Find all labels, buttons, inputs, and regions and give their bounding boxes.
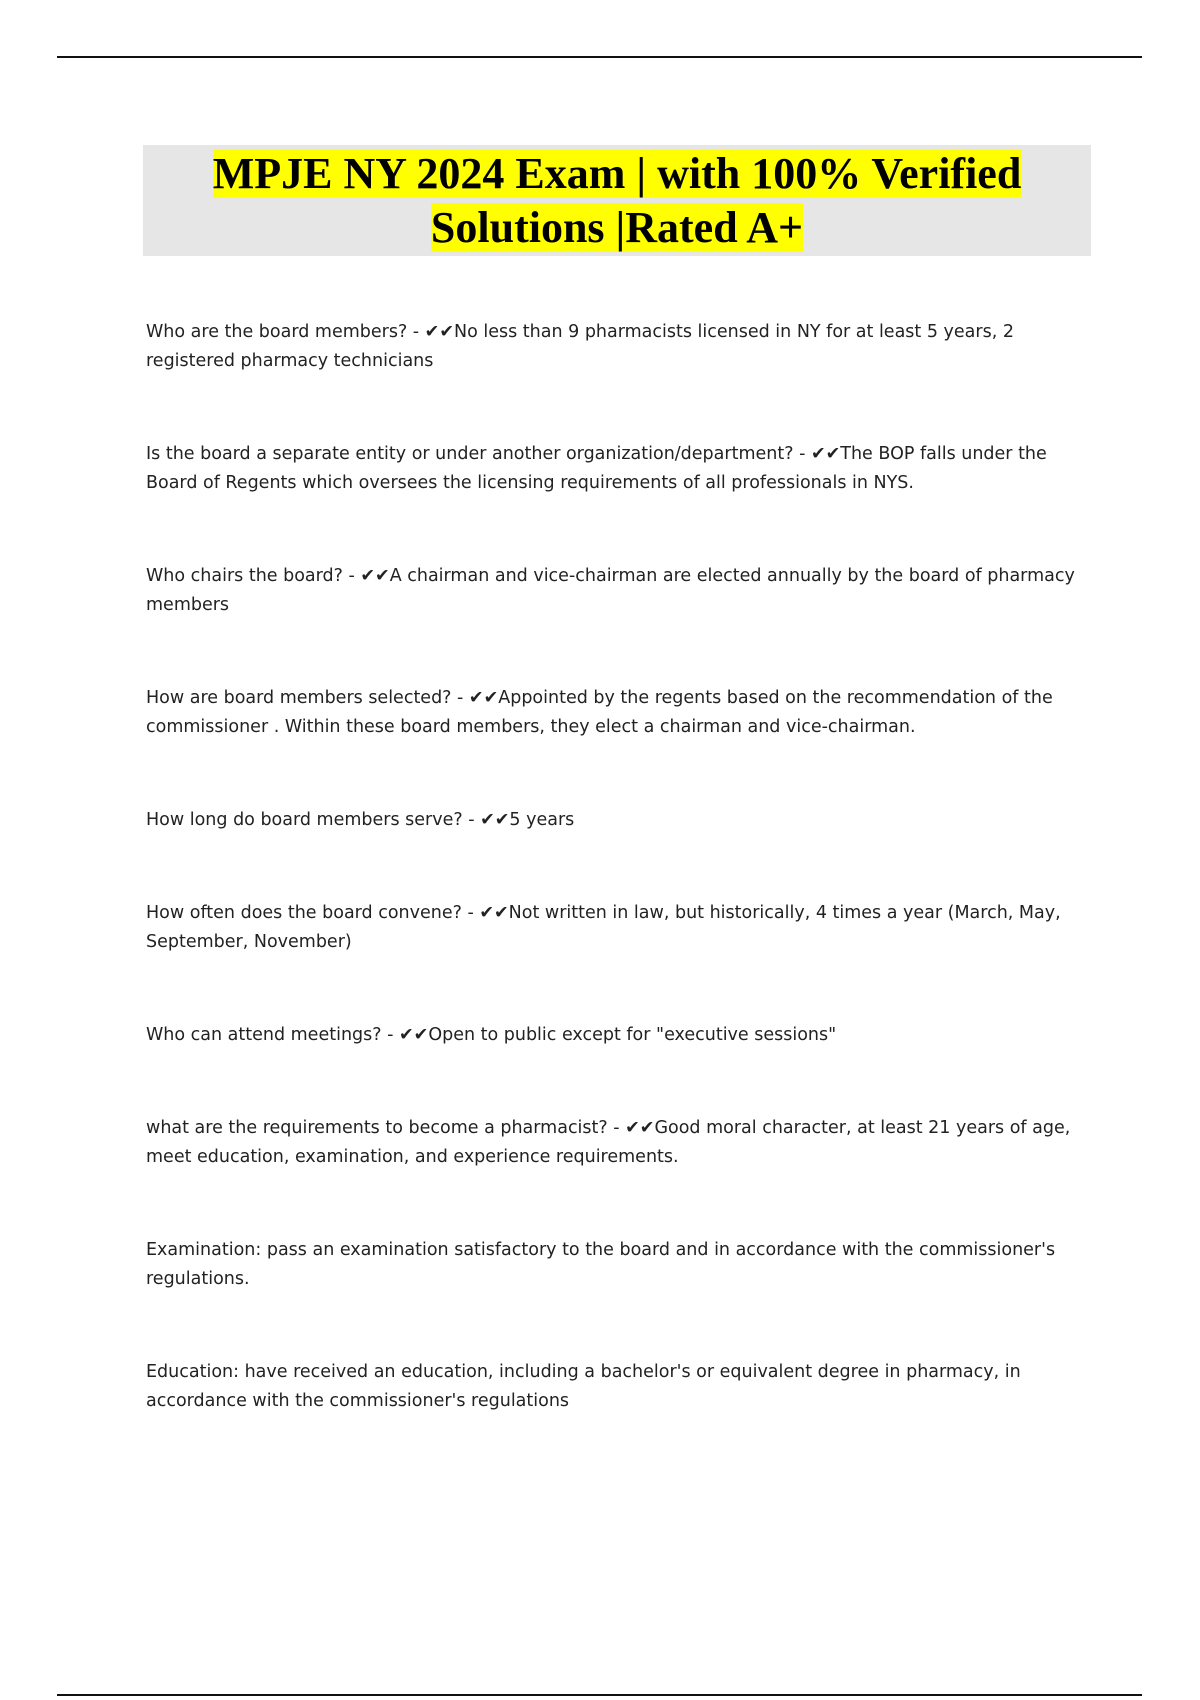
qa-item: Who are the board members? - ✔✔No less than 9 pharmacists licensed in NY for at least 5 years, 2 registered pharmacy technicians (146, 322, 1014, 371)
qa-item: Education: have received an education, including a bachelor's or equivalent degree in pharmacy, in accordance with the commissioner's regulations (146, 1362, 1021, 1411)
qa-item: Is the board a separate entity or under another organization/department? - ✔✔The BOP falls under the Board of Regents which oversees the licensing requirements of all professionals in NYS. (146, 444, 1047, 493)
qa-item: Who chairs the board? - ✔✔A chairman and vice-chairman are elected annually by the board of pharmacy members (146, 566, 1075, 615)
qa-list (146, 318, 1091, 1416)
bottom-rule (57, 1694, 1142, 1696)
title-banner (143, 145, 1091, 256)
top-rule (57, 56, 1142, 58)
qa-item: what are the requirements to become a pharmacist? - ✔✔Good moral character, at least 21 years of age, meet education, examination, and experience requirements. (146, 1118, 1071, 1167)
qa-item: How often does the board convene? - ✔✔Not written in law, but historically, 4 times a year (March, May, September, November) (146, 903, 1061, 952)
qa-item: How are board members selected? - ✔✔Appointed by the regents based on the recommendation of the commissioner . Within these board members, they elect a chairman and vice-chairman. (146, 688, 1053, 737)
document-title: MPJE NY 2024 Exam | with 100% Verified Solutions |Rated A+ (212, 149, 1022, 252)
qa-item: How long do board members serve? - ✔✔5 years (146, 810, 575, 830)
qa-item: Examination: pass an examination satisfactory to the board and in accordance with the commissioner's regulations. (146, 1240, 1056, 1289)
qa-item: Who can attend meetings? - ✔✔Open to public except for "executive sessions" (146, 1025, 837, 1045)
